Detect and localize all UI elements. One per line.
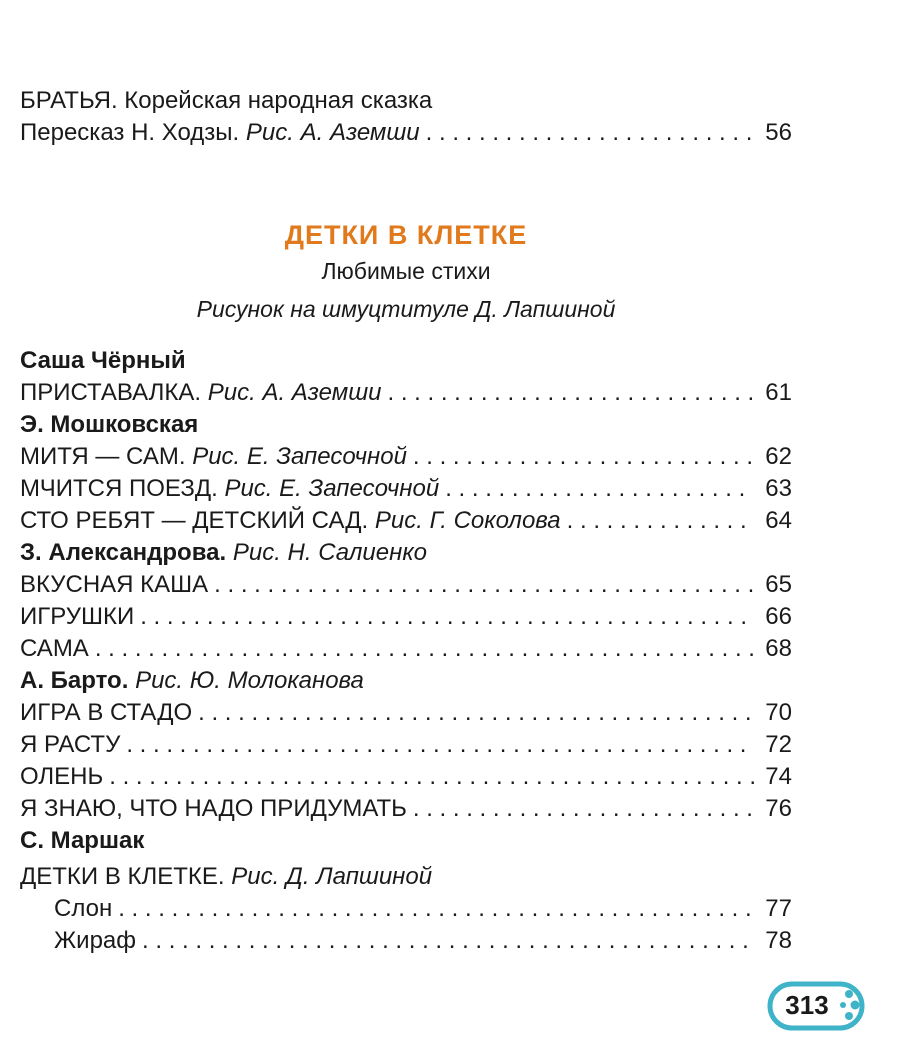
toc-entry-slon[interactable] [54,894,792,924]
intro-title-text: БРАТЬЯ. Корейская народная сказка [20,87,433,114]
toc-entry-sama[interactable] [20,634,792,664]
intro-illustrator: Рис. А. Аземши [245,119,420,146]
entry-title: ВКУСНАЯ КАША [20,571,209,598]
page-ref: 70 [765,699,792,726]
page-ref: 72 [765,731,792,758]
page-ref: 74 [765,763,792,790]
entry-title: Слон [54,895,113,922]
toc-entry-igra[interactable] [20,698,792,728]
leader-dots [445,474,754,504]
toc-group-detki [20,862,432,892]
entry-title: ИГРУШКИ [20,603,135,630]
section-title: ДЕТКИ В КЛЕТКЕ [284,220,528,250]
leader-dots [126,730,754,760]
leader-dots [95,634,754,664]
entry-title: САМА [20,635,89,662]
entry-title: Жираф [54,927,137,954]
entry-illustrator: Рис. Е. Запесочной [192,443,407,470]
entry-illustrator: Рис. Г. Соколова [374,507,561,534]
entry-title: ПРИСТАВАЛКА. [20,379,202,406]
leader-dots [118,894,754,924]
page-ref: 78 [765,927,792,954]
toc-entry-sto-rebyat[interactable] [20,506,792,536]
page-ref: 61 [765,379,792,406]
page-ref: 66 [765,603,792,630]
page-ref: 62 [765,443,792,470]
leader-dots [198,698,754,728]
page-ref: 68 [765,635,792,662]
section-subtitle: Любимые стихи [321,258,491,284]
section-illustration-credit: Рисунок на шмуцтитуле Д. Лапшиной [196,296,616,322]
page-number: 313 [785,990,829,1020]
leader-dots [387,378,754,408]
toc-entry-zhiraf[interactable] [54,926,792,956]
entry-illustrator: Рис. Е. Запесочной [224,475,440,502]
toc-entry-kasha[interactable] [20,570,792,600]
author-marshak: С. Маршак [20,827,145,854]
entry-title: МЧИТСЯ ПОЕЗД. [20,475,218,502]
entry-title: Я РАСТУ [20,731,121,758]
author-barto: А. Барто. Рис. Ю. Молоканова [20,667,364,694]
leader-dots [109,762,754,792]
leader-dots [140,602,754,632]
author-chorny: Саша Чёрный [20,347,186,374]
author-name: А. Барто [20,667,122,694]
leader-dots [567,506,754,536]
page-ref: 65 [765,571,792,598]
toc-entry-igrushki[interactable] [20,602,792,632]
page-ref: 64 [765,507,792,534]
toc-entry-pristavalka[interactable] [20,378,792,408]
entry-title: ОЛЕНЬ [20,763,104,790]
entry-title: ДЕТКИ В КЛЕТКЕ. [20,863,225,890]
entry-title: ИГРА В СТАДО [20,699,193,726]
toc-entry-rastu[interactable] [20,730,792,760]
page-ref: 63 [765,475,792,502]
author-illustrator: Рис. Н. Салиенко [232,539,427,566]
toc-entry-poezd[interactable] [20,474,792,504]
entry-title: Я ЗНАЮ, ЧТО НАДО ПРИДУМАТЬ [20,795,407,822]
leader-dots [413,442,754,472]
entry-illustrator: Рис. А. Аземши [207,379,382,406]
intro-title-line [20,86,432,116]
entry-illustrator: Рис. Д. Лапшиной [231,863,433,890]
leader-dots [214,570,754,600]
intro-retell: Пересказ Н. Ходзы. [20,119,240,146]
entry-title: МИТЯ — САМ. [20,443,186,470]
author-name: З. Александрова [20,539,220,566]
leader-dots [426,118,754,148]
author-illustrator: Рис. Ю. Молоканова [135,667,364,694]
page-ref: 77 [765,895,792,922]
toc-entry-olen[interactable] [20,762,792,792]
author-aleksandrova: З. Александрова. Рис. Н. Салиенко [20,539,427,566]
leader-dots [142,926,754,956]
page-ref: 56 [765,119,792,146]
toc-entry-znayu[interactable] [20,794,792,824]
page-ref: 76 [765,795,792,822]
leader-dots [413,794,754,824]
author-moshkovskaya: Э. Мошковская [20,411,199,438]
toc-entry-mitya[interactable] [20,442,792,472]
entry-title: СТО РЕБЯТ — ДЕТСКИЙ САД. [20,507,369,534]
toc-entry-bratya[interactable] [20,118,792,148]
